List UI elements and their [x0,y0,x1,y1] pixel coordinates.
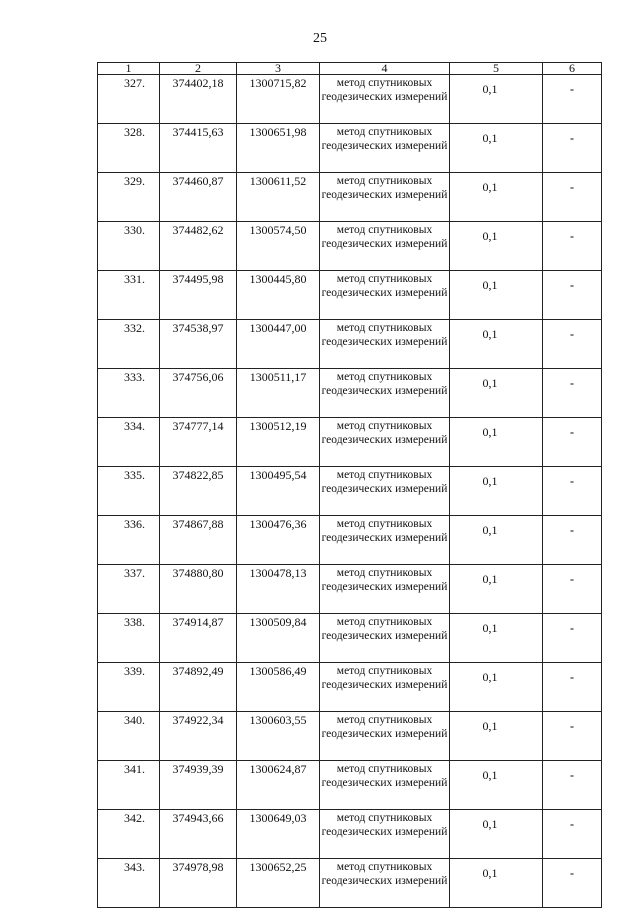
table-row [98,859,602,908]
table-row [98,565,602,614]
table-row [98,712,602,761]
table-row [98,810,602,859]
point-number-cell: 340. [98,712,160,761]
header-col-6: 6 [543,63,602,75]
x-coordinate-cell: 374756,06 [160,369,237,418]
x-coordinate-cell: 374777,14 [160,418,237,467]
note-cell: - [543,124,602,173]
x-coordinate-cell: 374460,87 [160,173,237,222]
accuracy-cell: 0,1 [450,418,543,467]
method-cell: метод спутниковых геодезических измерений [320,271,450,320]
note-cell: - [543,369,602,418]
point-number-cell: 328. [98,124,160,173]
point-number-cell: 334. [98,418,160,467]
x-coordinate-cell: 374402,18 [160,75,237,124]
table-body [98,75,602,908]
y-coordinate-cell: 1300611,52 [237,173,320,222]
x-coordinate-cell: 374943,66 [160,810,237,859]
x-coordinate-cell: 374880,80 [160,565,237,614]
note-cell: - [543,712,602,761]
y-coordinate-cell: 1300574,50 [237,222,320,271]
note-cell: - [543,810,602,859]
table-row [98,418,602,467]
x-coordinate-cell: 374978,98 [160,859,237,908]
point-number-cell: 335. [98,467,160,516]
method-cell: метод спутниковых геодезических измерений [320,75,450,124]
point-number-cell: 343. [98,859,160,908]
y-coordinate-cell: 1300495,54 [237,467,320,516]
x-coordinate-cell: 374914,87 [160,614,237,663]
y-coordinate-cell: 1300509,84 [237,614,320,663]
note-cell: - [543,75,602,124]
note-cell: - [543,418,602,467]
note-cell: - [543,859,602,908]
x-coordinate-cell: 374892,49 [160,663,237,712]
accuracy-cell: 0,1 [450,614,543,663]
y-coordinate-cell: 1300512,19 [237,418,320,467]
accuracy-cell: 0,1 [450,761,543,810]
note-cell: - [543,271,602,320]
method-cell: метод спутниковых геодезических измерений [320,614,450,663]
accuracy-cell: 0,1 [450,75,543,124]
accuracy-cell: 0,1 [450,859,543,908]
note-cell: - [543,565,602,614]
header-col-1: 1 [98,63,160,75]
method-cell: метод спутниковых геодезических измерений [320,810,450,859]
accuracy-cell: 0,1 [450,663,543,712]
y-coordinate-cell: 1300603,55 [237,712,320,761]
x-coordinate-cell: 374822,85 [160,467,237,516]
x-coordinate-cell: 374495,98 [160,271,237,320]
header-row [98,63,602,75]
method-cell: метод спутниковых геодезических измерений [320,320,450,369]
note-cell: - [543,663,602,712]
table-row [98,271,602,320]
note-cell: - [543,320,602,369]
accuracy-cell: 0,1 [450,173,543,222]
accuracy-cell: 0,1 [450,712,543,761]
point-number-cell: 330. [98,222,160,271]
table-row [98,320,602,369]
accuracy-cell: 0,1 [450,565,543,614]
accuracy-cell: 0,1 [450,369,543,418]
point-number-cell: 332. [98,320,160,369]
method-cell: метод спутниковых геодезических измерений [320,369,450,418]
y-coordinate-cell: 1300652,25 [237,859,320,908]
method-cell: метод спутниковых геодезических измерений [320,663,450,712]
table-row [98,761,602,810]
note-cell: - [543,173,602,222]
page-number: 25 [313,31,327,46]
y-coordinate-cell: 1300445,80 [237,271,320,320]
method-cell: метод спутниковых геодезических измерений [320,173,450,222]
y-coordinate-cell: 1300715,82 [237,75,320,124]
note-cell: - [543,761,602,810]
point-number-cell: 339. [98,663,160,712]
x-coordinate-cell: 374867,88 [160,516,237,565]
point-number-cell: 329. [98,173,160,222]
header-col-4: 4 [320,63,450,75]
method-cell: метод спутниковых геодезических измерений [320,467,450,516]
y-coordinate-cell: 1300649,03 [237,810,320,859]
accuracy-cell: 0,1 [450,271,543,320]
table-row [98,124,602,173]
x-coordinate-cell: 374939,39 [160,761,237,810]
y-coordinate-cell: 1300586,49 [237,663,320,712]
y-coordinate-cell: 1300651,98 [237,124,320,173]
method-cell: метод спутниковых геодезических измерений [320,124,450,173]
point-number-cell: 336. [98,516,160,565]
accuracy-cell: 0,1 [450,320,543,369]
header-col-2: 2 [160,63,237,75]
x-coordinate-cell: 374482,62 [160,222,237,271]
table-row [98,614,602,663]
table-row [98,222,602,271]
method-cell: метод спутниковых геодезических измерений [320,418,450,467]
table-row [98,516,602,565]
method-cell: метод спутниковых геодезических измерений [320,761,450,810]
y-coordinate-cell: 1300511,17 [237,369,320,418]
method-cell: метод спутниковых геодезических измерений [320,222,450,271]
y-coordinate-cell: 1300476,36 [237,516,320,565]
y-coordinate-cell: 1300447,00 [237,320,320,369]
accuracy-cell: 0,1 [450,516,543,565]
note-cell: - [543,614,602,663]
coordinates-table [97,62,602,908]
y-coordinate-cell: 1300478,13 [237,565,320,614]
point-number-cell: 333. [98,369,160,418]
note-cell: - [543,516,602,565]
table-row [98,173,602,222]
accuracy-cell: 0,1 [450,222,543,271]
x-coordinate-cell: 374538,97 [160,320,237,369]
method-cell: метод спутниковых геодезических измерений [320,859,450,908]
table-row [98,663,602,712]
header-col-3: 3 [237,63,320,75]
point-number-cell: 327. [98,75,160,124]
method-cell: метод спутниковых геодезических измерений [320,565,450,614]
point-number-cell: 341. [98,761,160,810]
note-cell: - [543,222,602,271]
point-number-cell: 342. [98,810,160,859]
table-row [98,75,602,124]
y-coordinate-cell: 1300624,87 [237,761,320,810]
accuracy-cell: 0,1 [450,124,543,173]
point-number-cell: 337. [98,565,160,614]
accuracy-cell: 0,1 [450,810,543,859]
x-coordinate-cell: 374922,34 [160,712,237,761]
method-cell: метод спутниковых геодезических измерений [320,712,450,761]
header-col-5: 5 [450,63,543,75]
table-row [98,369,602,418]
table-header [98,63,602,75]
accuracy-cell: 0,1 [450,467,543,516]
method-cell: метод спутниковых геодезических измерений [320,516,450,565]
point-number-cell: 331. [98,271,160,320]
note-cell: - [543,467,602,516]
table-row [98,467,602,516]
x-coordinate-cell: 374415,63 [160,124,237,173]
point-number-cell: 338. [98,614,160,663]
